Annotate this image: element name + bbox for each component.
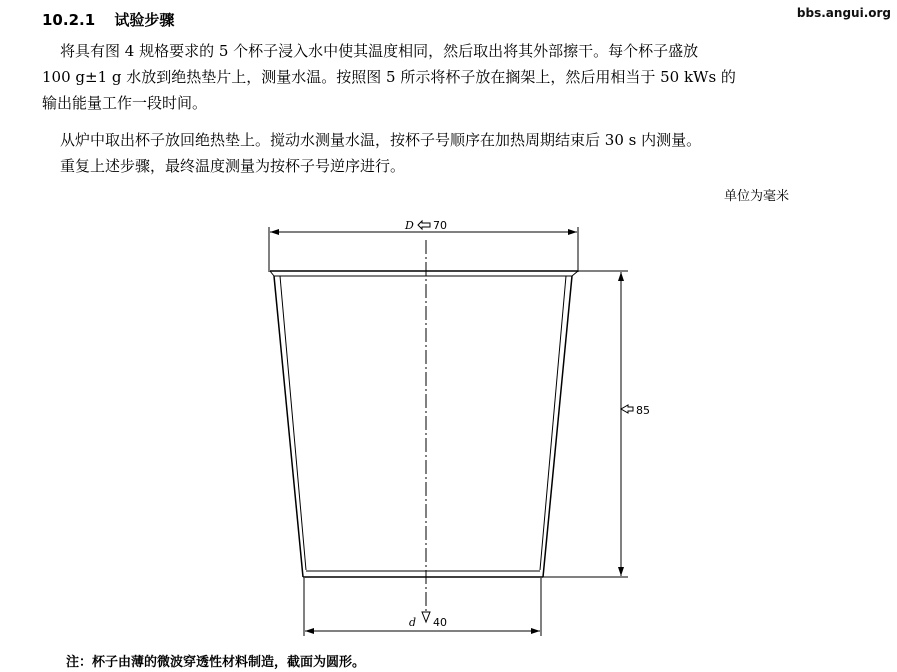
bottom-diameter-value: 40	[433, 616, 447, 629]
unit-label: 单位为毫米	[724, 189, 790, 204]
paragraph-1-line-1: 将具有图 4 规格要求的 5 个杯子浸入水中使其温度相同，然后取出将其外部擦干。每个杯子盛放	[60, 42, 699, 60]
height-arrow-top	[618, 272, 624, 281]
watermark: bbs.angui.org	[796, 6, 891, 20]
paragraph-1-line-3: 输出能量工作一段时间。	[42, 94, 208, 112]
bottom-leader-arrow	[422, 612, 430, 622]
height-leader-arrow	[621, 405, 633, 413]
bottom-diameter-symbol: d	[409, 616, 417, 629]
top-leader-arrow	[418, 221, 430, 229]
height-value: 85	[636, 404, 650, 417]
top-diameter-symbol: D	[405, 219, 414, 232]
top-dim-arrow-left	[270, 229, 279, 235]
figure-note: 注：杯子由薄的微波穿透性材料制造，截面为圆形。	[66, 655, 366, 670]
height-arrow-bottom	[618, 567, 624, 576]
bottom-dim-arrow-left	[305, 628, 314, 634]
cup-outer-wall-right	[543, 276, 572, 577]
paragraph-1-line-2: 100 g±1 g 水放到绝热垫片上，测量水温。按照图 5 所示将杯子放在搁架上，然后用相当于 50 kWs 的	[42, 68, 736, 86]
section-number: 10.2.1	[42, 11, 96, 29]
bottom-dim-arrow-right	[531, 628, 540, 634]
cup-inner-wall-left	[280, 276, 306, 570]
top-diameter-value: 70	[433, 219, 447, 232]
paragraph-3: 重复上述步骤，最终温度测量为按杯子号逆序进行。	[60, 157, 406, 175]
top-dim-arrow-right	[568, 229, 577, 235]
cup-outer-wall-left	[274, 276, 303, 577]
cup-inner-wall-right	[540, 276, 566, 570]
paragraph-2: 从炉中取出杯子放回绝热垫上。搅动水测量水温，按杯子号顺序在加热周期结束后 30 s 内测量。	[60, 131, 702, 149]
section-title: 试验步骤	[114, 11, 175, 29]
